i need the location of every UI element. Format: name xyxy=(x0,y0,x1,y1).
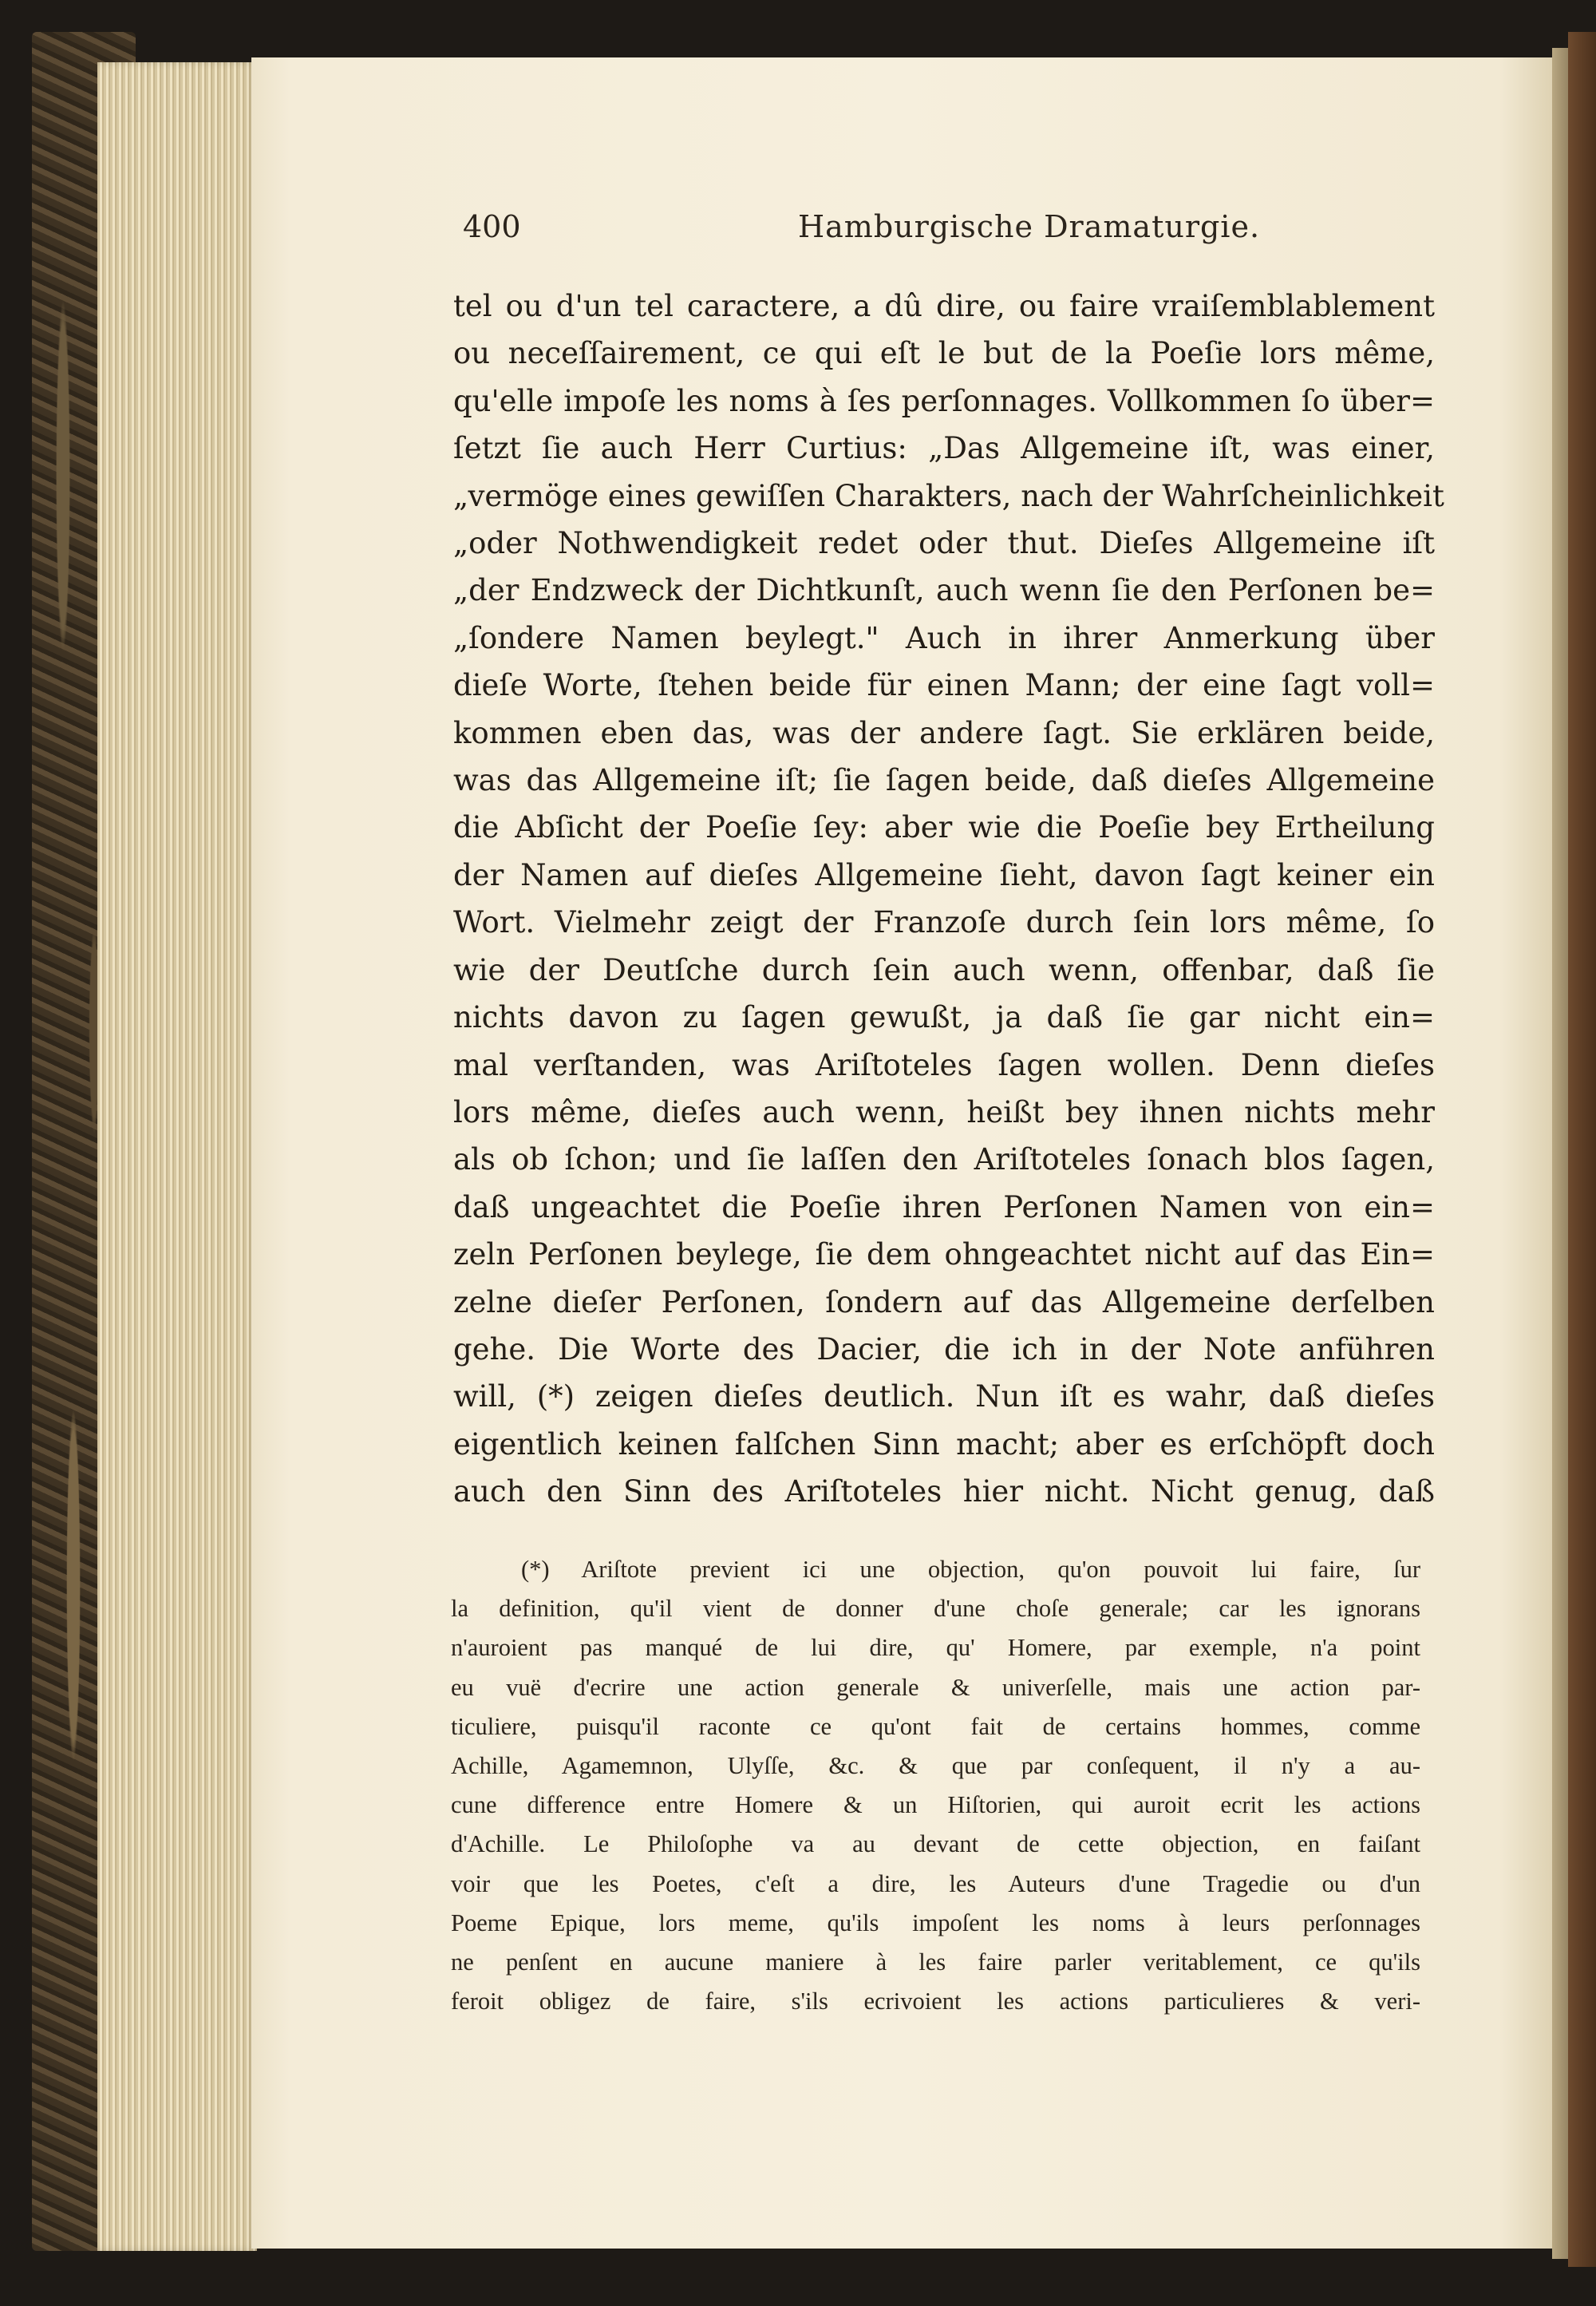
text-line: wie der Deutſche durch ſein auch wenn, offenbar, daß ſie xyxy=(453,952,1435,987)
main-text xyxy=(453,283,1444,1516)
text-line: lors même, dieſes auch wenn, heißt bey ihnen nichts mehr xyxy=(453,1094,1435,1129)
footnote-line: eu vuë d'ecrire une action generale & univerſelle, mais une action par- xyxy=(451,1673,1420,1701)
text-line: der Namen auf dieſes Allgemeine ſieht, davon ſagt keiner ein xyxy=(453,857,1435,892)
footnote-line: (*) Ariſtote previent ici une objection, qu'on pouvoit lui faire, ſur xyxy=(521,1556,1420,1583)
text-line: zeln Perſonen beylege, ſie dem ohngeachtet nicht auf das Ein= xyxy=(453,1237,1435,1272)
footnote-line: Achille, Agamemnon, Ulyſſe, &c. & que par conſequent, il n'y a au- xyxy=(451,1752,1420,1780)
text-line: daß ungeachtet die Poeſie ihren Perſonen Namen von ein= xyxy=(453,1189,1435,1224)
text-line: „vermöge eines gewiſſen Charakters, nach der Wahrſcheinlichkeit xyxy=(453,478,1444,513)
text-line: „der Endzweck der Dichtkunſt, auch wenn ſie den Perſonen be= xyxy=(453,573,1435,608)
page-number: 400 xyxy=(463,209,521,244)
footnote-line: ne penſent en aucune maniere à les faire parler veritablement, ce qu'ils xyxy=(451,1948,1420,1976)
footnote-line: ticuliere, puisqu'il raconte ce qu'ont fait de certains hommes, comme xyxy=(451,1712,1420,1740)
text-line: eigentlich keinen falſchen Sinn macht; aber es erſchöpft doch xyxy=(453,1426,1435,1462)
text-line: „oder Nothwendigkeit redet oder thut. Dieſes Allgemeine iſt xyxy=(453,526,1435,561)
footnote-line: feroit obligez de faire, s'ils ecrivoient les actions particulieres & veri- xyxy=(451,1988,1420,2015)
text-line: tel ou d'un tel caractere, a dû dire, ou faire vraiſemblablement xyxy=(453,289,1435,323)
page-edges xyxy=(97,62,257,2251)
text-line: nichts davon zu ſagen gewußt, ja daß ſie gar nicht ein= xyxy=(453,1000,1435,1035)
text-line: als ob ſchon; und ſie laſſen den Ariſtoteles ſonach blos ſagen, xyxy=(453,1142,1435,1177)
text-line: will, (*) zeigen dieſes deutlich. Nun iſt es wahr, daß dieſes xyxy=(453,1379,1435,1414)
text-line: dieſe Worte, ſtehen beide für einen Mann; der eine ſagt voll= xyxy=(453,668,1435,703)
footnote-line: n'auroient pas manqué de lui dire, qu' Homere, par exemple, n'a point xyxy=(451,1634,1420,1662)
text-line: ou neceſſairement, ce qui eſt le but de la Poeſie lors même, xyxy=(453,336,1435,371)
footnote-line: voir que les Poetes, c'eſt a dire, les Auteurs d'une Tragedie ou d'un xyxy=(451,1869,1420,1897)
footnote-line: la definition, qu'il vient de donner d'une choſe generale; car les ignorans xyxy=(451,1595,1420,1623)
running-header xyxy=(463,209,1428,257)
text-line: „ſondere Namen beylegt." Auch in ihrer Anmerkung über xyxy=(453,620,1435,655)
text-line: was das Allgemeine iſt; ſie ſagen beide, daß dieſes Allgemeine xyxy=(453,763,1435,798)
footnote-line: d'Achille. Le Philoſophe va au devant de cette objection, en faiſant xyxy=(451,1830,1420,1858)
running-title: Hamburgische Dramaturgie. xyxy=(798,209,1261,244)
text-line: gehe. Die Worte des Dacier, die ich in der Note anführen xyxy=(453,1331,1435,1367)
text-line: Wort. Vielmehr zeigt der Franzoſe durch ſein lors même, ſo xyxy=(453,905,1435,940)
text-line: mal verſtanden, was Ariſtoteles ſagen wollen. Denn dieſes xyxy=(453,1047,1435,1082)
footnote xyxy=(451,1550,1420,2021)
footnote-line: cune difference entre Homere & un Hiſtorien, qui auroit ecrit les actions xyxy=(451,1791,1420,1819)
cover-right xyxy=(1568,32,1596,2267)
footnote-line: Poeme Epique, lors meme, qu'ils impoſent les noms à leurs perſonnages xyxy=(451,1908,1420,1936)
text-line: auch den Sinn des Ariſtoteles hier nicht. Nicht genug, daß xyxy=(453,1474,1435,1509)
text-line: ſetzt ſie auch Herr Curtius: „Das Allgemeine iſt, was einer, xyxy=(453,431,1435,466)
text-line: qu'elle impoſe les noms à ſes perſonnages. Vollkommen ſo über= xyxy=(453,383,1435,418)
text-line: die Abſicht der Poeſie ſey: aber wie die Poeſie bey Ertheilung xyxy=(453,810,1435,845)
text-line: kommen eben das, was der andere ſagt. Sie erklären beide, xyxy=(453,715,1435,750)
text-line: zelne dieſer Perſonen, ſondern auf das Allgemeine derſelben xyxy=(453,1284,1435,1319)
